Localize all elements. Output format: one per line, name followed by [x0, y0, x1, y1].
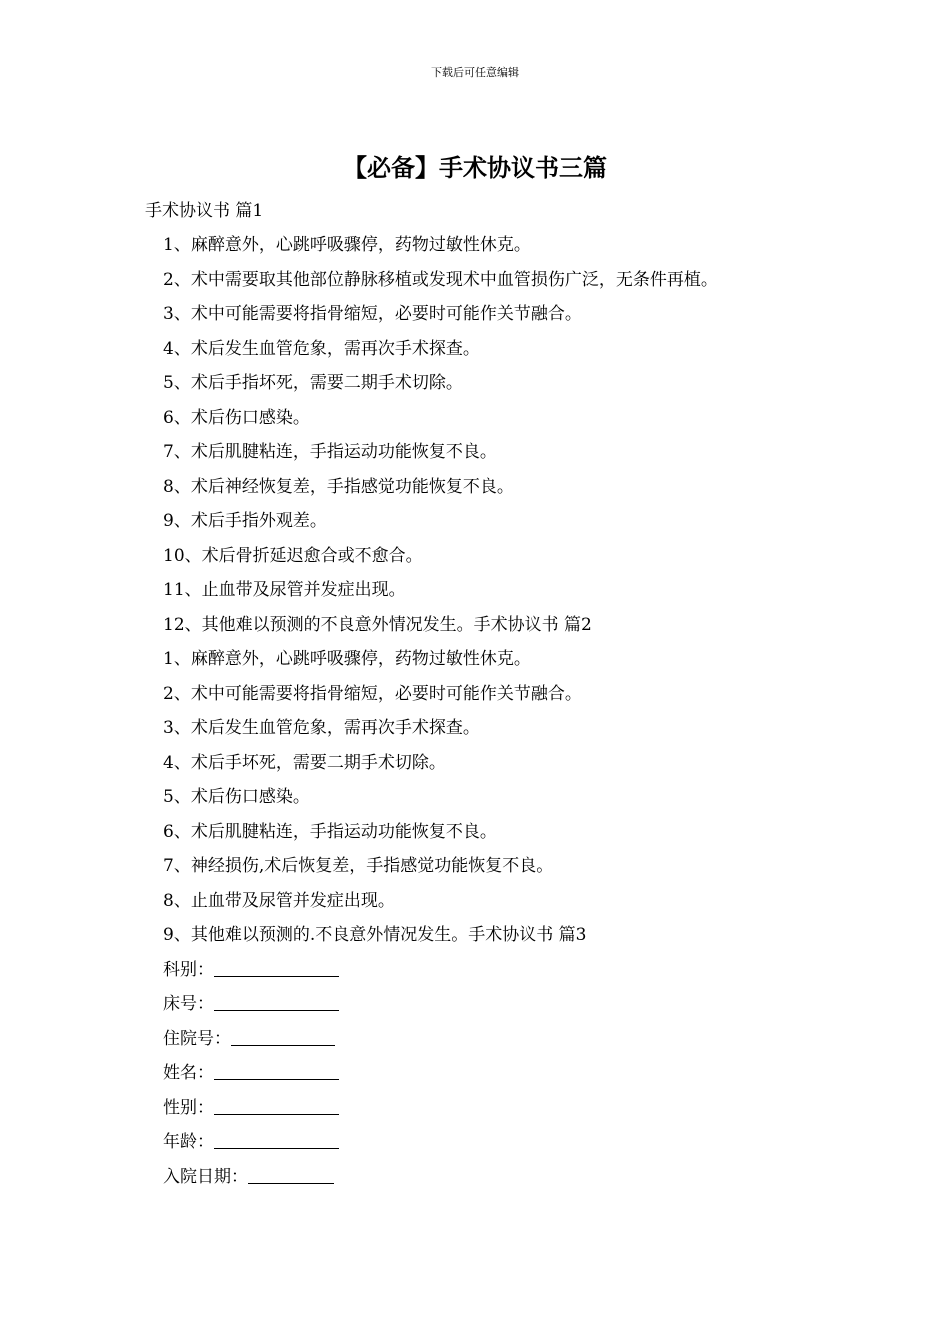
form-label: 住院号：	[163, 1028, 231, 1049]
list-item: 1、麻醉意外，心跳呼吸骤停，药物过敏性休克。	[163, 235, 531, 255]
form-label: 入院日期：	[163, 1166, 248, 1187]
list-item: 9、其他难以预测的.不良意外情况发生。手术协议书 篇3	[163, 925, 587, 945]
form-field-age	[163, 1127, 718, 1162]
list-item: 3、术后发生血管危象，需再次手术探查。	[163, 718, 480, 738]
list-item: 6、术后伤口感染。	[163, 407, 310, 428]
admission-date-blank[interactable]	[248, 1163, 334, 1184]
name-blank[interactable]	[214, 1059, 339, 1080]
list-item: 2、术中需要取其他部位静脉移植或发现术中血管损伤广泛，无条件再植。	[163, 269, 718, 290]
list-item: 7、神经损伤,术后恢复差，手指感觉功能恢复不良。	[163, 856, 554, 876]
list-item: 6、术后肌腱粘连，手指运动功能恢复不良。	[163, 821, 497, 842]
form-field-name	[163, 1058, 718, 1093]
list-item: 11、止血带及尿管并发症出现。	[163, 580, 406, 600]
form-field-department	[163, 955, 718, 990]
list-item: 5、术后伤口感染。	[163, 787, 310, 807]
content-list	[163, 230, 718, 1196]
age-blank[interactable]	[214, 1128, 339, 1149]
form-field-admission-number	[163, 1024, 718, 1059]
list-item: 2、术中可能需要将指骨缩短，必要时可能作关节融合。	[163, 683, 582, 704]
list-item: 9、术后手指外观差。	[163, 511, 327, 531]
list-item: 8、止血带及尿管并发症出现。	[163, 890, 395, 911]
list-item: 12、其他难以预测的不良意外情况发生。手术协议书 篇2	[163, 614, 592, 635]
form-label: 科别：	[163, 959, 214, 980]
form-field-admission-date	[163, 1162, 718, 1197]
gender-blank[interactable]	[214, 1094, 339, 1115]
list-item: 7、术后肌腱粘连，手指运动功能恢复不良。	[163, 442, 497, 462]
header-note: 下载后可任意编辑	[431, 66, 519, 79]
form-label: 床号：	[163, 994, 214, 1014]
bed-number-blank[interactable]	[214, 990, 339, 1011]
list-item: 4、术后手坏死，需要二期手术切除。	[163, 752, 446, 773]
list-item: 8、术后神经恢复差，手指感觉功能恢复不良。	[163, 476, 514, 497]
form-label: 年龄：	[163, 1132, 214, 1152]
document-title: 【必备】手术协议书三篇	[343, 153, 607, 182]
list-item: 5、术后手指坏死，需要二期手术切除。	[163, 373, 463, 393]
list-item: 10、术后骨折延迟愈合或不愈合。	[163, 545, 423, 566]
form-label: 性别：	[163, 1097, 214, 1118]
admission-number-blank[interactable]	[231, 1025, 335, 1046]
form-label: 姓名：	[163, 1063, 214, 1083]
form-field-bed-number	[163, 989, 718, 1024]
form-field-gender	[163, 1093, 718, 1128]
section-heading: 手术协议书 篇1	[145, 201, 264, 221]
list-item: 4、术后发生血管危象，需再次手术探查。	[163, 338, 480, 359]
list-item: 1、麻醉意外，心跳呼吸骤停，药物过敏性休克。	[163, 649, 531, 669]
department-blank[interactable]	[214, 956, 339, 977]
list-item: 3、术中可能需要将指骨缩短，必要时可能作关节融合。	[163, 304, 582, 324]
